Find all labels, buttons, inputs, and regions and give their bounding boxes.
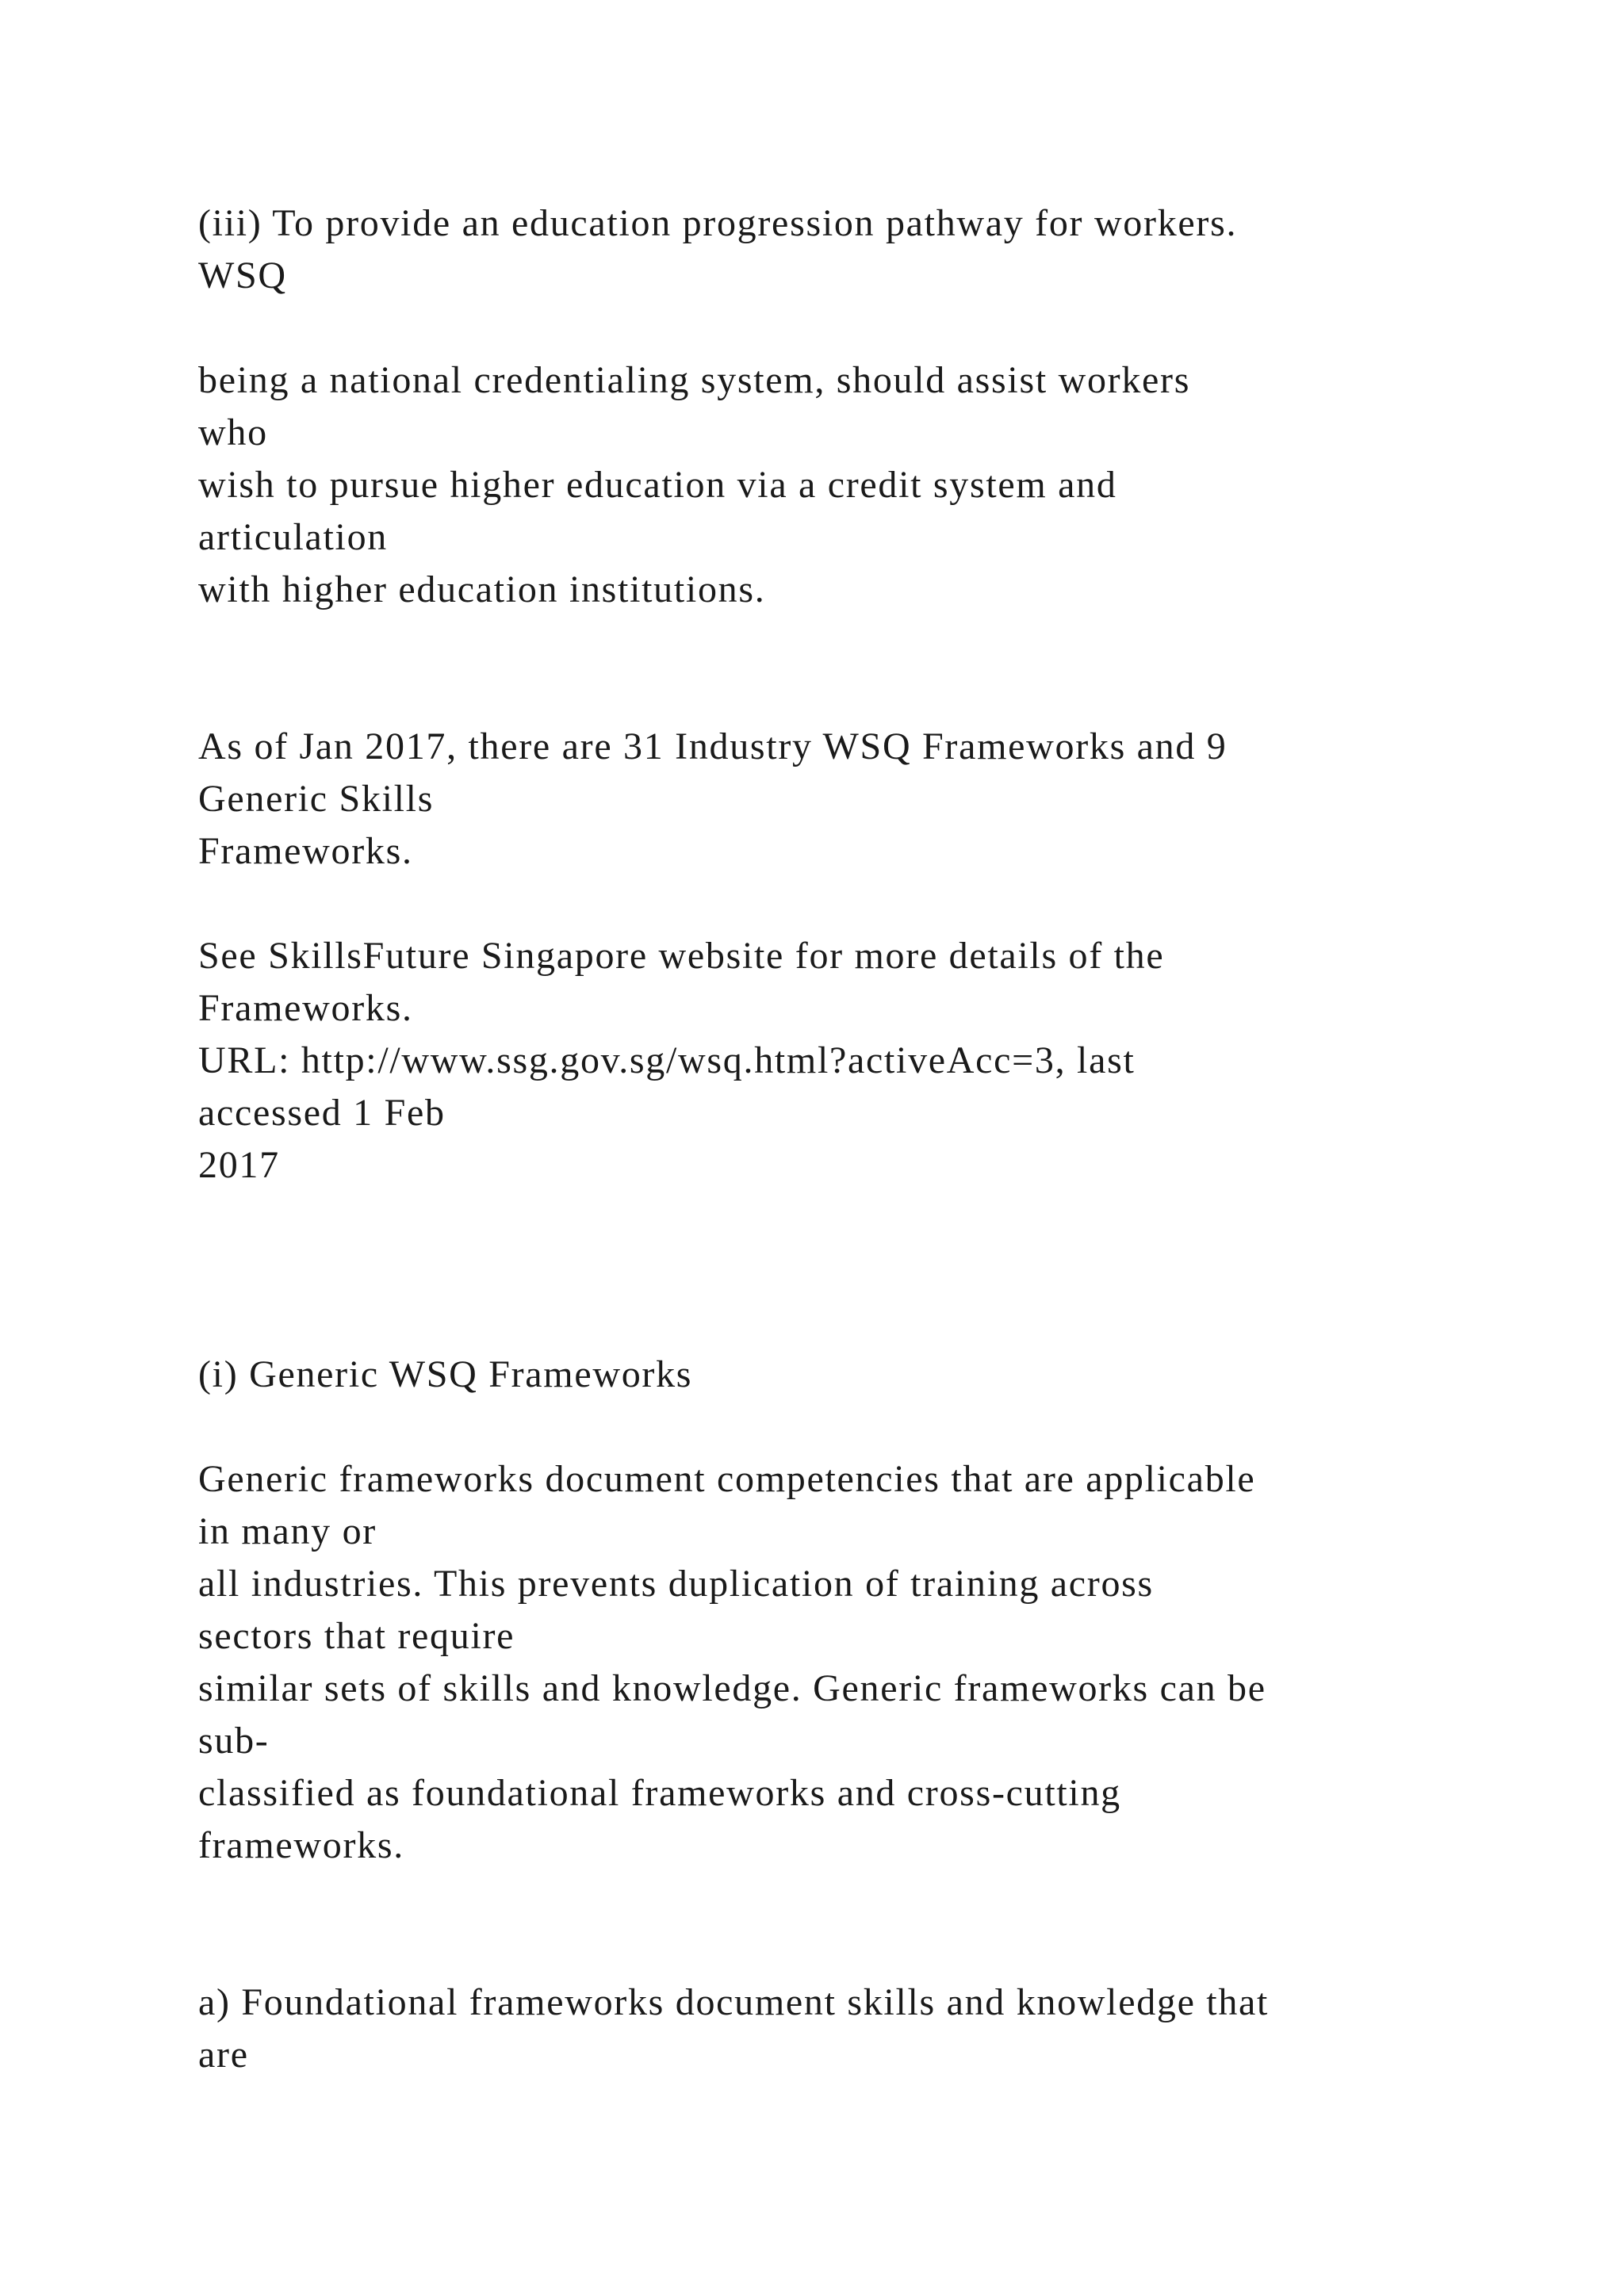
text-line: Generic frameworks document competencies that are applicable: [198, 1458, 1256, 1500]
text-line: Frameworks.: [198, 830, 413, 872]
text-line: articulation: [198, 516, 388, 558]
section-heading: (i) Generic WSQ Frameworks: [198, 1353, 693, 1395]
text-line: who: [198, 411, 268, 453]
text-line: Generic Skills: [198, 778, 435, 820]
url-line: URL: http://www.ssg.gov.sg/wsq.html?activeAcc=3, last: [198, 1039, 1136, 1081]
text-line: with higher education institutions.: [198, 568, 766, 610]
text-line: a) Foundational frameworks document skills and knowledge that: [198, 1981, 1270, 2023]
text-line: As of Jan 2017, there are 31 Industry WSQ Frameworks and 9: [198, 725, 1228, 767]
text-line: are: [198, 2034, 249, 2076]
text-line: sub-: [198, 1720, 270, 1762]
text-line: wish to pursue higher education via a credit system and: [198, 464, 1117, 506]
text-line: accessed 1 Feb: [198, 1092, 446, 1134]
text-line: See SkillsFuture Singapore website for more details of the: [198, 935, 1165, 977]
text-line: classified as foundational frameworks and cross-cutting: [198, 1772, 1121, 1814]
text-line: similar sets of skills and knowledge. Generic frameworks can be: [198, 1667, 1266, 1709]
text-line: WSQ: [198, 254, 287, 297]
text-line: frameworks.: [198, 1824, 404, 1866]
text-line: sectors that require: [198, 1615, 515, 1657]
text-line: all industries. This prevents duplication of training across: [198, 1563, 1154, 1605]
text-line: in many or: [198, 1510, 377, 1552]
text-line: 2017: [198, 1144, 280, 1186]
text-line: being a national credentialing system, should assist workers: [198, 359, 1191, 401]
text-line: (iii) To provide an education progression pathway for workers.: [198, 202, 1238, 244]
text-line: Frameworks.: [198, 987, 413, 1029]
